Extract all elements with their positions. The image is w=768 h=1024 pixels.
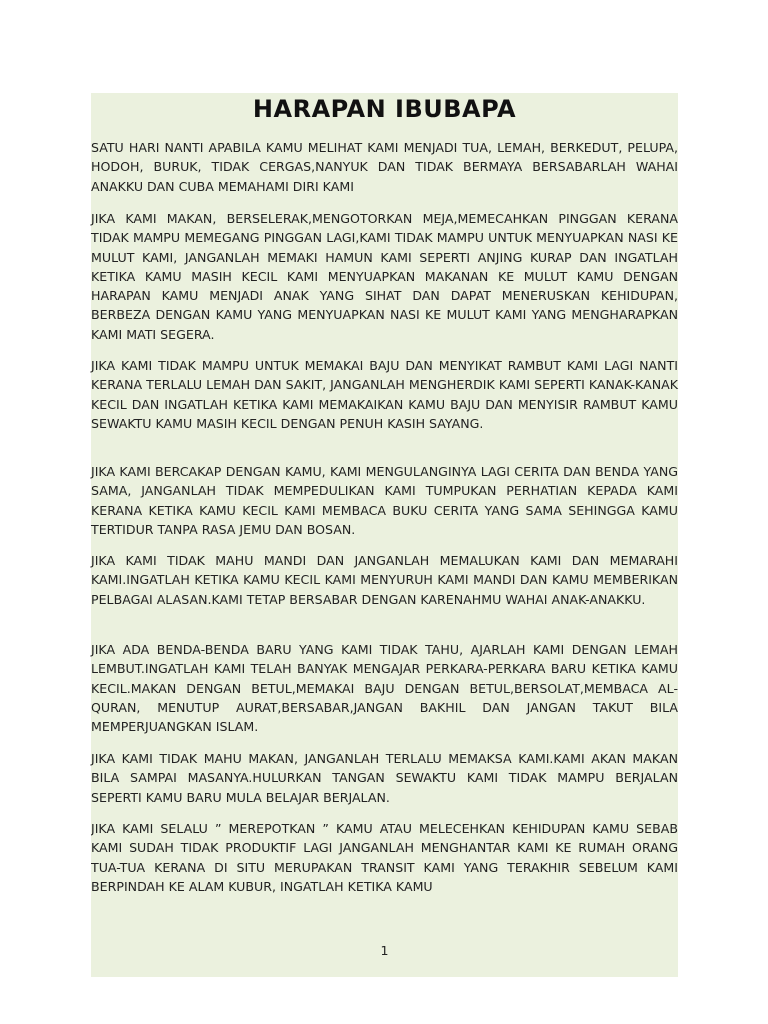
paragraph-2: JIKA KAMI MAKAN, BERSELERAK,MENGOTORKAN MEJA,MEMECAHKAN PINGGAN KERANA TIDAK MAMPU MEMEGANG PINGGAN LAGI,KAMI TIDAK MAMPU UNTUK MENYUAPKAN NASI KE MULUT KAMI, JANGANLAH MEMAKI HAMUN KAMI SEPERTI ANJING KURAP DAN INGATLAH KETIKA KAMU MASIH KECIL KAMI MENYUAPKAN MAKANAN KE MULUT KAMU DENGAN HARAPAN KAMU MENJADI ANAK YANG SIHAT DAN DAPAT MENERUSKAN KEHIDUPAN, BERBEZA DENGAN KAMU YANG MENYUAPKAN NASI KE MULUT KAMI YANG MENGHARAPKAN KAMI MATI SEGERA.: [91, 211, 678, 342]
paragraph-8: JIKA KAMI SELALU ” MEREPOTKAN ” KAMU ATAU MELECEHKAN KEHIDUPAN KAMU SEBAB KAMI SUDAH TIDAK PRODUKTIF LAGI JANGANLAH MENGHANTAR KAMI KE RUMAH ORANG TUA-TUA KERANA DI SITU MERUPAKAN TRANSIT KAMI YANG TERAKHIR SEBELUM KAMI BERPINDAH KE ALAM KUBUR, INGATLAH KETIKA KAMU: [91, 821, 678, 894]
paragraph-3: JIKA KAMI TIDAK MAMPU UNTUK MEMAKAI BAJU DAN MENYIKAT RAMBUT KAMI LAGI NANTI KERANA TERLALU LEMAH DAN SAKIT, JANGANLAH MENGHERDIK KAMI SEPERTI KANAK-KANAK KECIL DAN INGATLAH KETIKA KAMI MEMAKAIKAN KAMU BAJU DAN MENYISIR RAMBUT KAMU SEWAKTU KAMU MASIH KECIL DENGAN PENUH KASIH SAYANG.: [91, 358, 678, 431]
page-number: 1: [380, 943, 389, 958]
paragraph-6: JIKA ADA BENDA-BENDA BARU YANG KAMI TIDAK TAHU, AJARLAH KAMI DENGAN LEMAH LEMBUT.INGATLAH KAMI TELAH BANYAK MENGAJAR PERKARA-PERKARA BARU KETIKA KAMU KECIL.MAKAN DENGAN BETUL,MEMAKAI BAJU DENGAN BETUL,BERSOLAT,MEMBACA AL-QURAN, MENUTUP AURAT,BERSABAR,JANGAN BAKHIL DAN JANGAN TAKUT BILA MEMPERJUANGKAN ISLAM.: [91, 642, 678, 735]
paragraph-4: JIKA KAMI BERCAKAP DENGAN KAMU, KAMI MENGULANGINYA LAGI CERITA DAN BENDA YANG SAMA, JANGANLAH TIDAK MEMPEDULIKAN KAMI TUMPUKAN PERHATIAN KEPADA KAMI KERANA KETIKA KAMU KECIL KAMI MEMBACA BUKU CERITA YANG SAMA SEHINGGA KAMU TERTIDUR TANPA RASA JEMU DAN BOSAN.: [91, 464, 678, 537]
document-title: HARAPAN IBUBAPA: [252, 95, 517, 123]
paragraph-5: JIKA KAMI TIDAK MAHU MANDI DAN JANGANLAH MEMALUKAN KAMI DAN MEMARAHI KAMI.INGATLAH KETIKA KAMU KECIL KAMI MENYURUH KAMI MANDI DAN KAMU MEMBERIKAN PELBAGAI ALASAN.KAMI TETAP BERSABAR DENGAN KARENAHMU WAHAI ANAK-ANAKKU.: [91, 553, 678, 607]
paragraph-1: SATU HARI NANTI APABILA KAMU MELIHAT KAMI MENJADI TUA, LEMAH, BERKEDUT, PELUPA, HODOH, BURUK, TIDAK CERGAS,NANYUK DAN TIDAK BERMAYA BERSABARLAH WAHAI ANAKKU DAN CUBA MEMAHAMI DIRI KAMI: [91, 140, 678, 194]
document-page: [91, 93, 678, 977]
paragraph-7: JIKA KAMI TIDAK MAHU MAKAN, JANGANLAH TERLALU MEMAKSA KAMI.KAMI AKAN MAKAN BILA SAMPAI MASANYA.HULURKAN TANGAN SEWAKTU KAMI TIDAK MAMPU BERJALAN SEPERTI KAMU BARU MULA BELAJAR BERJALAN.: [91, 751, 678, 805]
